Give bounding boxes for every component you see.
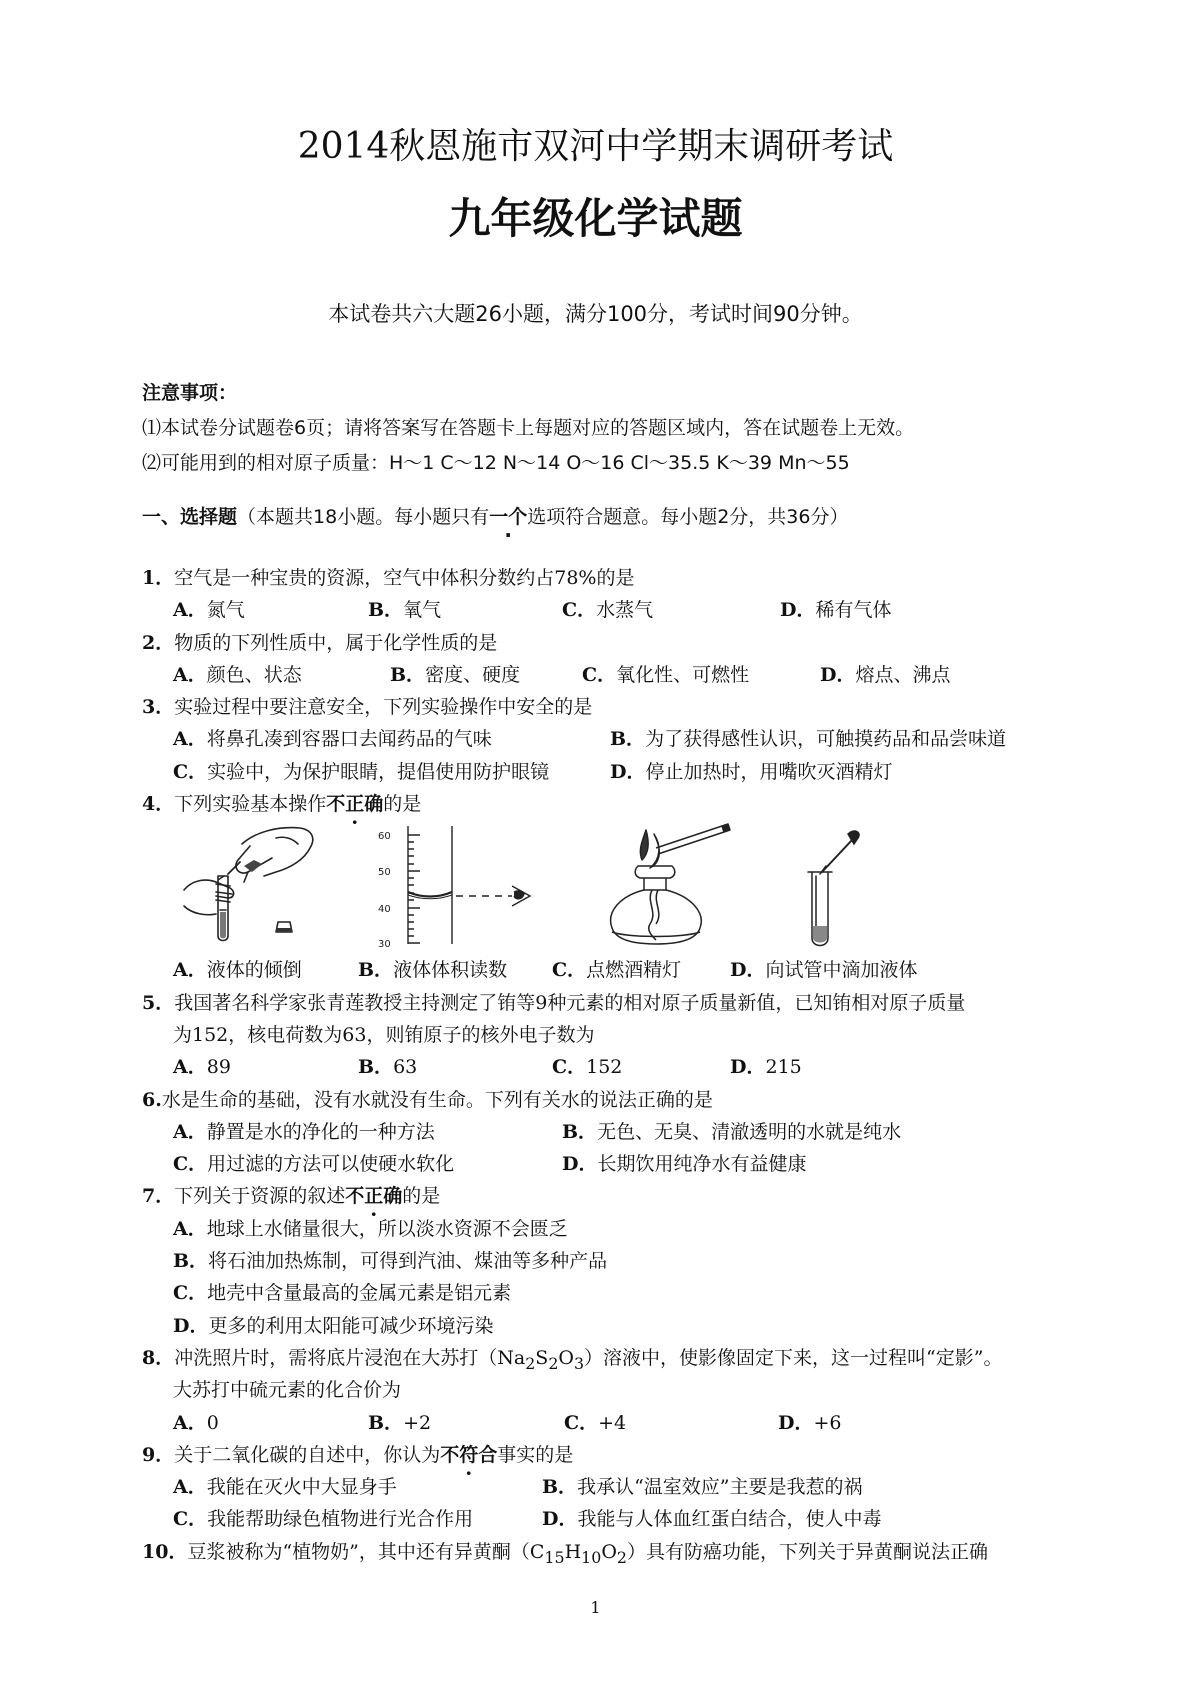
- question-7-option-a: A．地球上水储量很大，所以淡水资源不会匮乏: [173, 1217, 568, 1240]
- option-a: A．氮气: [173, 599, 245, 622]
- option-c: C．实验中，为保护眼睛，提倡使用防护眼镜: [173, 760, 550, 783]
- option-d: D．稀有气体: [780, 599, 892, 622]
- question-9-options-ab: [142, 1471, 1062, 1503]
- question-text-b: 的是: [402, 1185, 441, 1208]
- question-10: 10．豆浆被称为“植物奶”，其中还有异黄酮$(C_{15}H_{10}O_2)$具有防癌功能，下列关于异黄酮说法正确: [142, 1540, 988, 1567]
- question-number: 8．: [142, 1346, 175, 1369]
- question-3: [142, 691, 1062, 723]
- question-text-emphasis: 不符合: [440, 1443, 498, 1466]
- option-a: A．静置是水的净化的一种方法: [173, 1120, 435, 1143]
- question-2-options: [142, 659, 1062, 691]
- option-b: B．我承认“温室效应”主要是我惹的祸: [542, 1476, 863, 1499]
- option-c: C．用过滤的方法可以使硬水软化: [173, 1153, 455, 1176]
- option-b: B．63: [358, 1056, 418, 1079]
- option-c: C．氧化性、可燃性: [582, 663, 750, 686]
- notes-item-1: ⑴本试卷分试题卷6页；请将答案写在答题卡上每题对应的答题区域内，答在试题卷上无效。: [142, 417, 915, 439]
- question-text-a: 关于二氧化碳的自述中，你认为: [174, 1443, 441, 1466]
- question-9: [142, 1439, 1062, 1471]
- question-number: 5．: [142, 991, 175, 1014]
- scale-label-30: 30: [378, 939, 391, 951]
- question-5-continued: 为152，核电荷数为63，则铕原子的核外电子数为: [173, 1023, 595, 1046]
- question-4-figures: [142, 820, 1062, 954]
- notes-item-2: ⑵可能用到的相对原子质量：H～1 C～12 N～14 O～16 Cl～35.5 K～39 Mn～55: [142, 452, 850, 474]
- question-text-a: 下列实验基本操作: [174, 793, 327, 816]
- question-7: [142, 1180, 1062, 1212]
- option-a: A．将鼻孔凑到容器口去闻药品的气味: [173, 728, 492, 751]
- question-number: 2．: [142, 631, 175, 654]
- question-9-options-cd: [142, 1503, 1062, 1535]
- option-c: C．我能帮助绿色植物进行光合作用: [173, 1508, 474, 1531]
- test-tube-dropper-figure: [782, 826, 902, 950]
- question-8-continued: 大苏打中硫元素的化合价为: [173, 1379, 402, 1402]
- exam-intro: 本试卷共六大题26小题，满分100分，考试时间90分钟。: [328, 302, 863, 326]
- question-6-options-ab: [142, 1116, 1062, 1148]
- exam-subtitle: 九年级化学试题: [448, 194, 743, 243]
- section-desc-b: 选项符合题意。每小题2分，共36分）: [527, 506, 849, 528]
- option-c: C．152: [552, 1056, 623, 1079]
- question-5: [142, 987, 1062, 1019]
- question-text: 水是生命的基础，没有水就没有生命。下列有关水的说法正确的是: [161, 1088, 713, 1111]
- question-text-emphasis: 不正确: [326, 793, 384, 816]
- question-7-option-c: C．地壳中含量最高的金属元素是铝元素: [173, 1282, 512, 1305]
- option-d: D．长期饮用纯净水有益健康: [562, 1153, 807, 1176]
- option-d: D．停止加热时，用嘴吹灭酒精灯: [610, 760, 893, 783]
- scale-label-50: 50: [378, 867, 391, 879]
- notes-heading: 注意事项：: [142, 382, 238, 404]
- question-number: 3．: [142, 696, 175, 719]
- question-8: 8．冲洗照片时，需将底片浸泡在大苏打$(Na_2S_2O_3)$溶液中，使影像固定下来，这一过程叫“定影”。: [142, 1346, 1003, 1373]
- question-number: 7．: [142, 1185, 175, 1208]
- question-6-options-cd: [142, 1148, 1062, 1180]
- option-d: D．我能与人体血红蛋白结合，使人中毒: [542, 1508, 882, 1531]
- section-name: 一、选择题: [142, 506, 238, 528]
- notes-section: [142, 376, 1062, 481]
- question-1: [142, 562, 1062, 594]
- page-number: 1: [590, 1598, 601, 1617]
- liquid-pouring-figure: [180, 824, 320, 942]
- question-number: 4．: [142, 793, 175, 816]
- section-desc-a: （本题共18小题。每小题只有: [237, 506, 490, 528]
- option-d: D．向试管中滴加液体: [730, 959, 918, 982]
- question-text: 我国著名科学家张青莲教授主持测定了铕等9种元素的相对原子质量新值，已知铕相对原子质量: [174, 991, 966, 1014]
- question-1-options: [142, 594, 1062, 626]
- question-number: 10．: [142, 1540, 188, 1563]
- option-b: B．为了获得感性认识，可触摸药品和品尝味道: [610, 728, 1007, 751]
- option-d: D．215: [730, 1056, 802, 1079]
- scale-label-40: 40: [378, 904, 391, 916]
- question-text-b: 事实的是: [497, 1443, 574, 1466]
- question-7-option-d: D．更多的利用太阳能可减少环境污染: [173, 1314, 494, 1337]
- option-b: B．无色、无臭、清澈透明的水就是纯水: [562, 1120, 902, 1143]
- option-a: A．我能在灭火中大显身手: [173, 1476, 397, 1499]
- alcohol-lamp-figure: [572, 820, 742, 950]
- option-b: B．液体体积读数: [358, 959, 508, 982]
- option-b: B．密度、硬度: [390, 663, 521, 686]
- question-text: 实验过程中要注意安全，下列实验操作中安全的是: [174, 696, 593, 719]
- option-c: C．+4: [564, 1411, 627, 1434]
- question-4-options: [142, 954, 1062, 986]
- question-2: [142, 627, 1062, 659]
- question-3-options-ab: [142, 723, 1062, 755]
- option-a: A．89: [173, 1056, 231, 1079]
- option-a: A．0: [173, 1411, 219, 1434]
- option-d: D．熔点、沸点: [820, 663, 951, 686]
- question-3-options-cd: [142, 756, 1062, 788]
- section-heading: [142, 502, 1102, 529]
- question-4: [142, 788, 1062, 820]
- question-7-option-b: B．将石油加热炼制，可得到汽油、煤油等多种产品: [173, 1250, 608, 1273]
- option-b: B．+2: [368, 1411, 432, 1434]
- question-text-emphasis: 不正确: [345, 1185, 403, 1208]
- question-text-b: 的是: [383, 793, 422, 816]
- question-6: [142, 1084, 1062, 1116]
- question-5-options: [142, 1051, 1062, 1083]
- questions: [142, 562, 1062, 1568]
- option-c: C．点燃酒精灯: [552, 959, 682, 982]
- question-text-a: 下列关于资源的叙述: [174, 1185, 346, 1208]
- exam-title: 2014秋恩施市双河中学期末调研考试: [297, 126, 894, 167]
- option-b: B．氧气: [368, 599, 442, 622]
- option-d: D．+6: [778, 1411, 842, 1434]
- option-a: A．液体的倾倒: [173, 959, 302, 982]
- question-text: 空气是一种宝贵的资源，空气中体积分数约占78%的是: [174, 567, 635, 589]
- question-8-options: [142, 1407, 1062, 1439]
- question-text: 物质的下列性质中，属于化学性质的是: [174, 631, 498, 654]
- question-number: 1．: [142, 567, 175, 589]
- scale-label-60: 60: [378, 831, 391, 843]
- question-number: 6.: [142, 1088, 162, 1111]
- question-number: 9．: [142, 1443, 175, 1466]
- option-c: C．水蒸气: [562, 599, 654, 622]
- section-desc-emphasis: 一个: [489, 506, 528, 528]
- option-a: A．颜色、状态: [173, 663, 302, 686]
